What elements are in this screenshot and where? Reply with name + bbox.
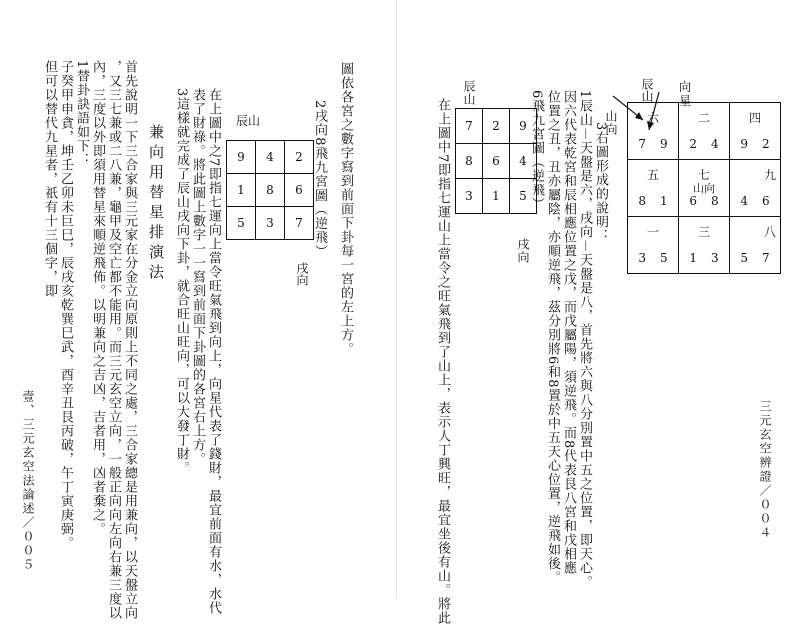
grid-cell: 4 [256, 141, 285, 174]
palace-cell: 九 4 6 [730, 160, 781, 217]
left-col-2: 2戌向8飛九宮圖（逆飛） [312, 100, 327, 259]
palace-cell: 八 5 7 [730, 217, 781, 274]
palace-cell: 二 2 4 [679, 103, 730, 160]
right-col-3: 因六代表乾宮和辰相應位置之戊，而戊屬陽，須逆飛。而8代表艮八宮和戊相應 [561, 90, 576, 576]
right-page [397, 0, 793, 625]
grid-cell: 2 [483, 109, 510, 144]
left-col-10: 子癸甲申貪，坤壬乙卯未巨巳，辰戌亥乾巽巳武，酉辛丑艮丙破，午丁寅庚弼。 [58, 60, 73, 550]
grid-cell: 5 [510, 179, 537, 214]
left-chart-facing-label: 戌向 [295, 262, 309, 286]
left-col-3: 在上圖中之7即指七運向上當令旺氣飛到向上，向星代表了錢財，最宜前面有水，水代 [206, 88, 221, 616]
right-big-flying-star-grid [627, 102, 781, 274]
left-col-7: ，又三七兼或二八兼，龜甲及空亡都不能用。而三元玄空立向，一般正向向左向右兼三度以 [106, 60, 121, 620]
right-col-1: 3右圖形成的說明： [593, 122, 608, 244]
grid-cell: 3 [256, 207, 285, 240]
small-grid-facing-label: 戌向 [516, 238, 530, 264]
arrow-label: 山向 [604, 110, 618, 136]
grid-cell: 8 [456, 144, 483, 179]
header-star-label: 星 [679, 94, 692, 108]
left-chart-mountain-label: 辰山 [236, 114, 261, 128]
section-heading: 兼向用替星排演法 [147, 124, 165, 284]
grid-cell: 1 [227, 174, 256, 207]
palace-cell: 六 7 9 [628, 103, 679, 160]
left-folio: 壹、三元玄空法論述／００５ [21, 390, 35, 572]
grid-cell: 7 [456, 109, 483, 144]
left-page [0, 0, 396, 620]
right-col-6: 在上圖中7即指七運山上當令之旺氣飛到了山上，表示人丁興旺，最宜坐後有山。將此 [435, 98, 450, 625]
grid-cell: 9 [510, 109, 537, 144]
grid-cell: 7 [285, 207, 314, 240]
right-col-5: 6飛九宮圖（逆飛） [529, 90, 544, 212]
palace-cell: 四 9 2 [730, 103, 781, 160]
grid-cell: 8 [256, 174, 285, 207]
left-col-5: 3這樣就完成了辰山戌向下卦，就合旺山旺向，可以大發丁財。 [174, 88, 189, 476]
header-facing-label: 向 [679, 80, 692, 94]
left-col-8: 內，三度以外即須用替星來順逆飛佈。以明兼向之吉凶，吉者用，凶者棄之。 [90, 60, 105, 536]
right-col-4: 位置之丑，丑亦屬陰，亦順逆飛，茲分別將6和8置於中五天心位置，逆飛如後。 [545, 90, 560, 585]
palace-cell: 一 3 5 [628, 217, 679, 274]
left-col-9: 1替卦訣語如下： [74, 60, 89, 168]
palace-cell: 五 8 1 [628, 160, 679, 217]
grid-cell: 6 [285, 174, 314, 207]
left-col-1: 圖依各宮之數字寫到前面下卦每一宮的左上方。 [338, 62, 353, 356]
grid-cell: 3 [456, 179, 483, 214]
grid-cell: 4 [510, 144, 537, 179]
palace-cell-center: 七 山向 6 8 [679, 160, 730, 217]
grid-cell: 1 [483, 179, 510, 214]
left-col-11: 但可以替代九星者，祇有十三個字，即 [42, 60, 57, 298]
grid-cell: 6 [483, 144, 510, 179]
right-folio: 三元玄空辨證／００４ [758, 400, 772, 540]
grid-cell: 9 [227, 141, 256, 174]
grid-cell: 5 [227, 207, 256, 240]
grid-cell: 2 [285, 141, 314, 174]
palace-cell: 三 1 3 [679, 217, 730, 274]
left-col-6: 首先說明一下三合家與三元家在分金立向原則上不同之處，三合家總是用兼向，以天盤立向 [122, 60, 137, 620]
left-col-4: 表了財祿。將此圖上數字一一寫到前面下卦圖的各宮右上方。 [190, 88, 205, 466]
right-small-flying-star-grid [455, 108, 537, 214]
header-mountain-label: 辰山 [640, 78, 654, 102]
right-col-2: 1辰山－天盤是六，戌向－天盤是八，首先將六與八分別置中五之位置，即天心。 [577, 90, 592, 590]
small-grid-mountain-label: 辰山 [462, 80, 476, 106]
left-flying-star-grid [226, 140, 314, 240]
